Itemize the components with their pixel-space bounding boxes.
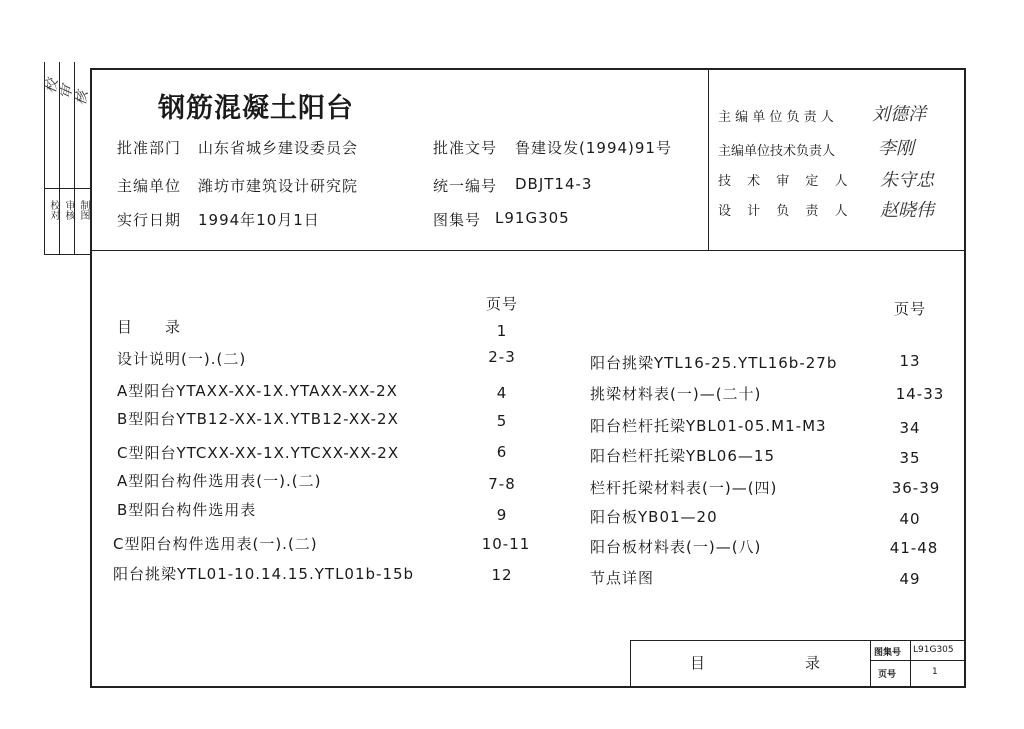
responsible-signature-1: 刘德洋: [872, 104, 926, 125]
toc-right-page-7: 41-48: [889, 539, 939, 557]
toc-left-page-8: 10-11: [481, 535, 531, 553]
toc-right-page-1: 13: [899, 352, 921, 370]
frame-top: [90, 68, 966, 70]
responsible-signature-2: 李刚: [878, 138, 914, 159]
toc-left-page-7: 9: [496, 506, 508, 524]
editor-unit: 潍坊市建筑设计研究院: [198, 177, 359, 195]
toc-right-page-6: 40: [899, 510, 921, 528]
footer-page: 1: [932, 667, 938, 677]
toc-left-item-9: 阳台挑梁YTL01-10.14.15.YTL01b-15b: [113, 565, 415, 583]
unified-no-label: 统一编号: [433, 177, 498, 195]
toc-left-item-4: B型阳台YTB12-XX-1X.YTB12-XX-2X: [117, 410, 399, 428]
atlas-no: L91G305: [495, 209, 570, 227]
toc-right-item-5: 栏杆托梁材料表(一)—(四): [590, 479, 778, 497]
toc-left-page-2: 2-3: [488, 348, 516, 366]
document-title: 钢筋混凝土阳台: [158, 93, 354, 124]
toc-left-item-3: A型阳台YTAXX-XX-1X.YTAXX-XX-2X: [117, 382, 398, 400]
frame-right: [964, 68, 966, 688]
footer-row-line: [870, 660, 966, 661]
toc-right-item-4: 阳台栏杆托梁YBL06—15: [590, 447, 775, 465]
responsible-role-3: 技 术 审 定 人: [718, 174, 854, 189]
frame-bottom: [90, 686, 966, 688]
toc-right-page-5: 36-39: [891, 479, 941, 497]
header-separator: [90, 250, 966, 251]
responsible-signature-3: 朱守忠: [880, 170, 934, 191]
footer-divider-1: [630, 640, 631, 686]
footer-atlas-no-label: 图集号: [874, 648, 902, 658]
toc-left-item-8: C型阳台构件选用表(一).(二): [113, 535, 318, 553]
toc-right-item-6: 阳台板YB01—20: [590, 508, 718, 526]
toc-left-page-9: 12: [491, 566, 513, 584]
toc-right-page-2: 14-33: [895, 385, 945, 403]
toc-left-item-5: C型阳台YTCXX-XX-1X.YTCXX-XX-2X: [117, 444, 400, 462]
toc-right-item-8: 节点详图: [590, 569, 655, 587]
side-label-check: 校对: [48, 200, 59, 220]
toc-left-item-7: B型阳台构件选用表: [117, 501, 257, 519]
approval-dept-label: 批准部门: [117, 139, 182, 157]
toc-right-page-4: 35: [899, 449, 921, 467]
effective-date: 1994年10月1日: [198, 211, 320, 229]
toc-left-page-6: 7-8: [488, 475, 516, 493]
footer-atlas-no: L91G305: [913, 645, 954, 655]
unified-no: DBJT14-3: [515, 175, 593, 193]
responsible-role-4: 设 计 负 责 人: [718, 204, 854, 219]
footer-divider-2: [870, 640, 871, 686]
side-label-draw: 制图: [78, 200, 89, 220]
toc-right-item-2: 挑梁材料表(一)—(二十): [590, 385, 762, 403]
toc-left-page-5: 6: [496, 443, 508, 461]
toc-left-page-3: 4: [496, 384, 508, 402]
toc-right-page-8: 49: [899, 570, 921, 588]
header-vertical-divider: [708, 70, 709, 250]
approval-dept: 山东省城乡建设委员会: [198, 139, 359, 157]
toc-left-item-1: 目 录: [117, 318, 182, 336]
footer-page-label: 页号: [878, 670, 897, 680]
toc-page-header-left: 页号: [485, 295, 518, 313]
toc-left-item-2: 设计说明(一).(二): [117, 350, 247, 368]
responsible-role-2: 主编单位技术负责人: [718, 144, 836, 159]
footer-name: 目 录: [690, 654, 829, 672]
approval-doc: 鲁建设发(1994)91号: [515, 139, 672, 157]
side-approval-strip: [44, 62, 90, 254]
toc-left-page-4: 5: [496, 412, 508, 430]
footer-top-line: [630, 640, 966, 641]
frame-left: [90, 68, 92, 688]
approval-doc-label: 批准文号: [433, 139, 498, 157]
toc-right-item-3: 阳台栏杆托梁YBL01-05.M1-M3: [590, 417, 827, 435]
responsible-role-1: 主 编 单 位 负 责 人: [718, 110, 834, 125]
side-signature-2: 审: [57, 83, 77, 101]
toc-page-header-right: 页号: [893, 300, 926, 318]
side-signature-3: 核: [72, 89, 92, 107]
effective-date-label: 实行日期: [117, 211, 182, 229]
toc-right-item-7: 阳台板材料表(一)—(八): [590, 538, 762, 556]
footer-divider-3: [910, 640, 911, 686]
toc-left-page-1: 1: [496, 322, 508, 340]
toc-right-item-1: 阳台挑梁YTL16-25.YTL16b-27b: [590, 354, 838, 372]
toc-left-item-6: A型阳台构件选用表(一).(二): [117, 472, 322, 490]
side-label-review: 审核: [63, 200, 74, 220]
editor-unit-label: 主编单位: [117, 177, 182, 195]
toc-right-page-3: 34: [899, 419, 921, 437]
atlas-no-label: 图集号: [433, 211, 482, 229]
side-signature-1: 校: [42, 77, 62, 95]
responsible-signature-4: 赵晓伟: [880, 200, 934, 221]
